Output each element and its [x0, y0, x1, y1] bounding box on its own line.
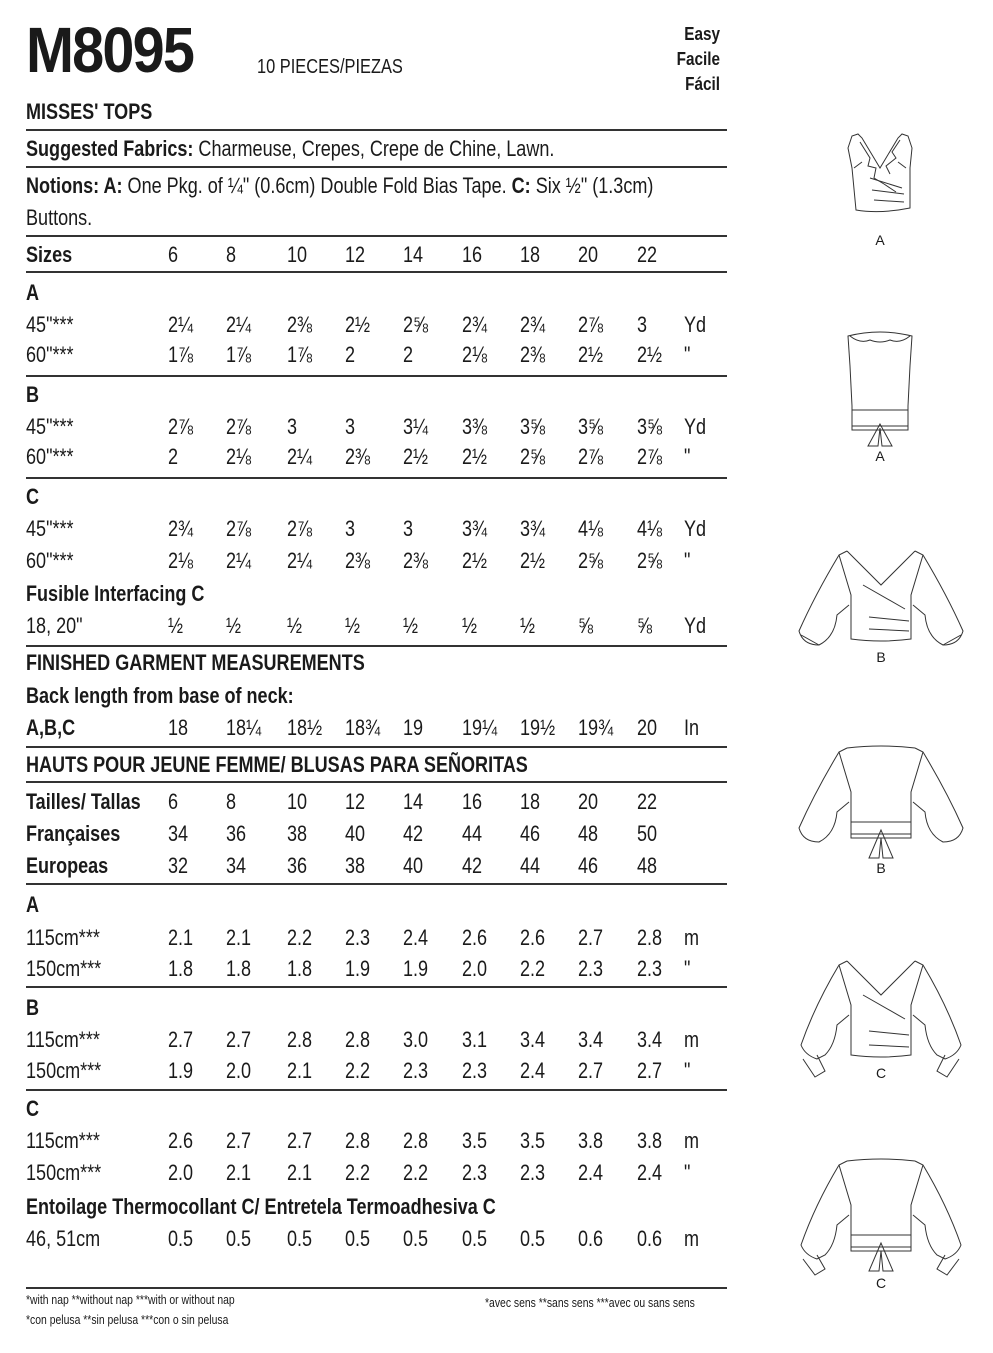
cell-value: 18¼	[226, 715, 262, 740]
cell-value: ⅝	[637, 613, 653, 638]
cell-value: 2⅞	[637, 444, 663, 469]
balloon-sleeve-back-tie-icon	[795, 742, 967, 876]
cell-value: 20	[578, 242, 599, 267]
cell-value: 2.8	[345, 1027, 371, 1052]
cell-value: 2	[345, 342, 356, 367]
finished-heading	[26, 648, 727, 678]
cell-value: 2.0	[168, 1160, 194, 1185]
cell-value: 2⅝	[637, 548, 663, 573]
row-label: HAUTS POUR JEUNE FEMME/ BLUSAS PARA SEÑORITAS	[26, 752, 528, 777]
cell-value: 22	[637, 242, 658, 267]
view-label: C	[875, 1065, 887, 1081]
cell-value: 2⅜	[345, 444, 371, 469]
cell-value: 2.0	[462, 956, 488, 981]
cell-value: 2⅞	[226, 516, 252, 541]
cell-value: 10	[287, 242, 308, 267]
cell-value: 40	[403, 853, 424, 878]
row-label: Back length from base of neck:	[26, 683, 294, 708]
cell-value: 0.5	[168, 1226, 194, 1251]
pattern-title: MISSES' TOPS	[26, 99, 153, 124]
notions-c-text: Six ½" (1.3cm)	[530, 173, 654, 198]
row-label: Sizes	[26, 242, 73, 267]
meterage-row	[26, 1158, 727, 1188]
row-label: Tailles/ Tallas	[26, 789, 141, 814]
yardage-row	[26, 442, 727, 472]
divider	[26, 883, 727, 885]
cell-value: 2¼	[287, 444, 313, 469]
cell-value: 2⅞	[578, 444, 604, 469]
unit: Yd	[684, 516, 707, 541]
notions-line2: Buttons.	[26, 205, 93, 230]
row-label: 150cm***	[26, 1160, 102, 1185]
cell-value: 19¼	[462, 715, 498, 740]
meterage-row	[26, 954, 727, 984]
cell-value: 2.2	[520, 956, 546, 981]
cell-value: 2.1	[226, 925, 252, 950]
cell-value: 2.7	[287, 1128, 313, 1153]
cell-value: 2⅛	[462, 342, 488, 367]
cell-value: 2½	[578, 342, 604, 367]
cell-value: 8	[226, 242, 237, 267]
cell-value: 3.4	[520, 1027, 546, 1052]
cell-value: 2¼	[168, 312, 194, 337]
unit: "	[684, 342, 691, 367]
cuffed-sleeve-wrap-front-icon	[795, 955, 967, 1085]
cell-value: 2.7	[578, 1058, 604, 1083]
cell-value: 2¾	[462, 312, 488, 337]
row-label: 60"***	[26, 342, 74, 367]
cell-value: 16	[462, 242, 483, 267]
cell-value: 2¾	[520, 312, 546, 337]
cell-value: 0.6	[578, 1226, 604, 1251]
metric-size-row	[26, 819, 727, 849]
cell-value: 34	[168, 821, 189, 846]
row-label: Fusible Interfacing C	[26, 581, 205, 606]
cell-value: 4⅛	[637, 516, 663, 541]
cell-value: 3	[345, 414, 356, 439]
unit: "	[684, 548, 691, 573]
cell-value: 2⅜	[287, 312, 313, 337]
cell-value: 2.7	[578, 925, 604, 950]
unit: "	[684, 1160, 691, 1185]
cell-value: 2⅝	[403, 312, 429, 337]
view-label: A	[875, 232, 885, 248]
cell-value: 2.0	[226, 1058, 252, 1083]
cell-value: 2½	[637, 342, 663, 367]
cell-value: 20	[637, 715, 658, 740]
row-label: Europeas	[26, 853, 109, 878]
row-label: 150cm***	[26, 1058, 102, 1083]
cell-value: 10	[287, 789, 308, 814]
notions	[26, 172, 653, 200]
cell-value: 2	[403, 342, 414, 367]
cell-value: 2.4	[520, 1058, 546, 1083]
sizes-header-row	[26, 240, 727, 270]
meterage-row	[26, 1025, 727, 1055]
row-label: 115cm***	[26, 1027, 100, 1052]
cell-value: 2.7	[226, 1128, 252, 1153]
cell-value: 1⅞	[287, 342, 313, 367]
cell-value: 2.4	[403, 925, 429, 950]
yardage-row	[26, 310, 727, 340]
unit: "	[684, 956, 691, 981]
finished-row	[26, 713, 727, 743]
cell-value: 2½	[462, 548, 488, 573]
cell-value: ½	[403, 613, 419, 638]
cell-value: 2.2	[345, 1160, 371, 1185]
unit: Yd	[684, 414, 707, 439]
difficulty-fr: Facile	[676, 49, 720, 69]
divider	[26, 129, 727, 131]
yardage-row	[26, 514, 727, 544]
cell-value: 2⅜	[345, 548, 371, 573]
cell-value: 1.8	[168, 956, 194, 981]
cell-value: 18	[168, 715, 189, 740]
view-label: C	[875, 1275, 887, 1291]
cell-value: 50	[637, 821, 658, 846]
divider	[26, 235, 727, 237]
cell-value: 2⅜	[403, 548, 429, 573]
cell-value: 3⅝	[520, 414, 546, 439]
cell-value: 44	[462, 821, 483, 846]
suggested-fabrics	[26, 135, 554, 163]
difficulty-level	[640, 22, 720, 97]
divider	[26, 986, 727, 988]
footnote-english: *with nap **without nap ***with or without nap	[26, 1292, 235, 1307]
meterage-row	[26, 923, 727, 953]
cell-value: 2¼	[226, 312, 252, 337]
cell-value: 2.4	[578, 1160, 604, 1185]
cell-value: 2⅞	[578, 312, 604, 337]
divider	[26, 1287, 727, 1289]
cell-value: 3.8	[637, 1128, 663, 1153]
cell-value: 42	[462, 853, 483, 878]
cell-value: 1.8	[226, 956, 252, 981]
divider	[26, 781, 727, 783]
cell-value: 3.0	[403, 1027, 429, 1052]
cell-value: 8	[226, 789, 237, 814]
cell-value: ⅝	[578, 613, 594, 638]
cell-value: 2½	[345, 312, 371, 337]
cell-value: ½	[520, 613, 536, 638]
cell-value: 18	[520, 242, 541, 267]
cell-value: 0.5	[287, 1226, 313, 1251]
metric-size-row	[26, 851, 727, 881]
cell-value: 3	[637, 312, 648, 337]
cell-value: 3.5	[520, 1128, 546, 1153]
cell-value: 3	[345, 516, 356, 541]
row-label: 45"***	[26, 414, 74, 439]
cell-value: 16	[462, 789, 483, 814]
yardage-row	[26, 546, 727, 576]
cell-value: 18	[520, 789, 541, 814]
cell-value: 2.4	[637, 1160, 663, 1185]
cell-value: 2⅛	[168, 548, 194, 573]
cell-value: 32	[168, 853, 189, 878]
cell-value: 48	[578, 821, 599, 846]
view-heading	[26, 380, 727, 410]
yardage-row	[26, 340, 727, 370]
cell-value: 2¾	[168, 516, 194, 541]
cell-value: 1.8	[287, 956, 313, 981]
cell-value: 48	[637, 853, 658, 878]
cell-value: ½	[462, 613, 478, 638]
cell-value: 1.9	[345, 956, 371, 981]
cell-value: 3⅝	[637, 414, 663, 439]
cuffed-sleeve-back-tie-icon	[795, 1155, 967, 1291]
cell-value: 36	[287, 853, 308, 878]
cell-value: 1⅞	[226, 342, 252, 367]
cell-value: 2.2	[345, 1058, 371, 1083]
cell-value: 18¾	[345, 715, 381, 740]
row-label: B	[26, 382, 40, 407]
row-label: B	[26, 995, 40, 1020]
cell-value: 36	[226, 821, 247, 846]
cell-value: 34	[226, 853, 247, 878]
cell-value: 2⅝	[578, 548, 604, 573]
view-heading	[26, 993, 727, 1023]
cell-value: ½	[287, 613, 303, 638]
interfacing-row	[26, 611, 727, 641]
notions-label: Notions:	[26, 173, 100, 198]
meterage-row	[26, 1056, 727, 1086]
cell-value: 14	[403, 242, 424, 267]
notions-a-label: A:	[99, 173, 123, 198]
difficulty-es: Fácil	[685, 74, 720, 94]
meterage-row	[26, 1126, 727, 1156]
row-label: 60"***	[26, 444, 74, 469]
cell-value: 46	[578, 853, 599, 878]
metric-interfacing-heading	[26, 1192, 727, 1222]
cell-value: 3¾	[520, 516, 546, 541]
cell-value: 12	[345, 789, 366, 814]
view-heading	[26, 890, 727, 920]
divider	[26, 746, 727, 748]
metric-size-row	[26, 787, 727, 817]
cell-value: 38	[287, 821, 308, 846]
unit: m	[684, 1027, 700, 1052]
metric-heading	[26, 750, 727, 780]
cell-value: 2.3	[520, 1160, 546, 1185]
cell-value: 2.1	[287, 1058, 313, 1083]
cell-value: 2⅛	[226, 444, 252, 469]
notions-a-text: One Pkg. of ¼" (0.6cm) Double Fold Bias Tape.	[122, 173, 507, 198]
unit: m	[684, 1226, 700, 1251]
unit: m	[684, 925, 700, 950]
row-label: 115cm***	[26, 925, 100, 950]
row-label: 45"***	[26, 312, 74, 337]
cell-value: 3.4	[637, 1027, 663, 1052]
cell-value: 2.7	[637, 1058, 663, 1083]
cell-value: 0.5	[226, 1226, 252, 1251]
cell-value: 19½	[520, 715, 556, 740]
divider	[26, 1089, 727, 1091]
cell-value: 1.9	[168, 1058, 194, 1083]
cell-value: 38	[345, 853, 366, 878]
cell-value: 12	[345, 242, 366, 267]
row-label: 115cm***	[26, 1128, 100, 1153]
cell-value: 22	[637, 789, 658, 814]
cell-value: 2¼	[226, 548, 252, 573]
divider	[26, 645, 727, 647]
cell-value: 2.8	[637, 925, 663, 950]
row-label: 45"***	[26, 516, 74, 541]
unit: In	[684, 715, 700, 740]
notions-c-label: C:	[506, 173, 531, 198]
cell-value: 2⅞	[168, 414, 194, 439]
view-label: A	[875, 448, 885, 464]
cell-value: 1.9	[403, 956, 429, 981]
row-label: FINISHED GARMENT MEASUREMENTS	[26, 650, 365, 675]
row-label: C	[26, 484, 40, 509]
cell-value: 4⅛	[578, 516, 604, 541]
cell-value: 2.8	[287, 1027, 313, 1052]
cell-value: ½	[226, 613, 242, 638]
cell-value: 2½	[462, 444, 488, 469]
unit: Yd	[684, 312, 707, 337]
cell-value: 3.8	[578, 1128, 604, 1153]
balloon-sleeve-wrap-front-icon	[795, 545, 967, 665]
cell-value: 3.4	[578, 1027, 604, 1052]
interfacing-heading	[26, 579, 727, 609]
cell-value: 0.5	[403, 1226, 429, 1251]
cell-value: 3¾	[462, 516, 488, 541]
cell-value: 2¼	[287, 548, 313, 573]
cell-value: 2½	[520, 548, 546, 573]
unit: m	[684, 1128, 700, 1153]
cell-value: 3.5	[462, 1128, 488, 1153]
divider	[26, 166, 727, 168]
cell-value: 3⅝	[578, 414, 604, 439]
cell-value: 2.2	[287, 925, 313, 950]
cell-value: 2.1	[287, 1160, 313, 1185]
unit: Yd	[684, 613, 707, 638]
cell-value: 2.8	[403, 1128, 429, 1153]
cell-value: 19¾	[578, 715, 614, 740]
sleeveless-ruffle-back-tie-icon	[840, 326, 920, 464]
cell-value: 2.1	[226, 1160, 252, 1185]
cell-value: 40	[345, 821, 366, 846]
divider	[26, 375, 727, 377]
cell-value: 46	[520, 821, 541, 846]
row-label: 150cm***	[26, 956, 102, 981]
cell-value: ½	[168, 613, 184, 638]
row-label: C	[26, 1096, 40, 1121]
row-label: 18, 20"	[26, 613, 83, 638]
view-label: B	[876, 649, 886, 665]
footnote-french: *avec sens **sans sens ***avec ou sans sens	[485, 1295, 695, 1310]
cell-value: 18½	[287, 715, 323, 740]
cell-value: 0.5	[520, 1226, 546, 1251]
divider	[26, 271, 727, 273]
cell-value: 2.6	[462, 925, 488, 950]
cell-value: 2.3	[578, 956, 604, 981]
cell-value: 0.5	[462, 1226, 488, 1251]
cell-value: 3¼	[403, 414, 429, 439]
row-label: 46, 51cm	[26, 1226, 101, 1251]
cell-value: 2⅜	[520, 342, 546, 367]
cell-value: 42	[403, 821, 424, 846]
cell-value: 3⅜	[462, 414, 488, 439]
view-heading	[26, 482, 727, 512]
row-label: A	[26, 280, 40, 305]
cell-value: 20	[578, 789, 599, 814]
cell-value: 2.3	[462, 1058, 488, 1083]
unit: "	[684, 444, 691, 469]
cell-value: 0.6	[637, 1226, 663, 1251]
cell-value: 3	[287, 414, 298, 439]
view-label: B	[876, 860, 886, 876]
row-label: 60"***	[26, 548, 74, 573]
footnote-spanish: *con pelusa **sin pelusa ***con o sin pelusa	[26, 1312, 229, 1327]
cell-value: 2	[168, 444, 179, 469]
cell-value: 2.1	[168, 925, 194, 950]
cell-value: 0.5	[345, 1226, 371, 1251]
cell-value: 2.7	[226, 1027, 252, 1052]
row-label: Françaises	[26, 821, 121, 846]
fabrics-text: Charmeuse, Crepes, Crepe de Chine, Lawn.	[193, 136, 555, 161]
cell-value: 3.1	[462, 1027, 488, 1052]
cell-value: 2.2	[403, 1160, 429, 1185]
metric-interfacing-row	[26, 1224, 727, 1254]
pattern-number: M8095	[26, 14, 194, 86]
cell-value: 1⅞	[168, 342, 194, 367]
divider	[26, 477, 727, 479]
cell-value: 6	[168, 242, 179, 267]
difficulty-en: Easy	[684, 24, 720, 44]
row-label: A	[26, 892, 40, 917]
cell-value: 2⅞	[226, 414, 252, 439]
cell-value: 2⅞	[287, 516, 313, 541]
cell-value: 2.3	[637, 956, 663, 981]
cell-value: 19	[403, 715, 424, 740]
cell-value: 3	[403, 516, 414, 541]
yardage-row	[26, 412, 727, 442]
cell-value: 2½	[403, 444, 429, 469]
cell-value: 44	[520, 853, 541, 878]
cell-value: 2.6	[168, 1128, 194, 1153]
view-heading	[26, 278, 727, 308]
cell-value: 2.8	[345, 1128, 371, 1153]
cell-value: 2.6	[520, 925, 546, 950]
cell-value: 2.3	[403, 1058, 429, 1083]
cell-value: 2.3	[462, 1160, 488, 1185]
finished-subheading	[26, 681, 727, 711]
cell-value: 6	[168, 789, 179, 814]
cell-value: 2.7	[168, 1027, 194, 1052]
unit: "	[684, 1058, 691, 1083]
cell-value: 2⅝	[520, 444, 546, 469]
cell-value: 2.3	[345, 925, 371, 950]
fabrics-label: Suggested Fabrics:	[26, 136, 194, 161]
pieces-count: 10 PIECES/PIEZAS	[257, 56, 403, 78]
cell-value: ½	[345, 613, 361, 638]
row-label: Entoilage Thermocollant C/ Entretela Termoadhesiva C	[26, 1194, 496, 1219]
cell-value: 14	[403, 789, 424, 814]
row-label: A,B,C	[26, 715, 76, 740]
view-heading	[26, 1094, 727, 1124]
sleeveless-ruffle-wrap-front-icon	[840, 128, 920, 248]
